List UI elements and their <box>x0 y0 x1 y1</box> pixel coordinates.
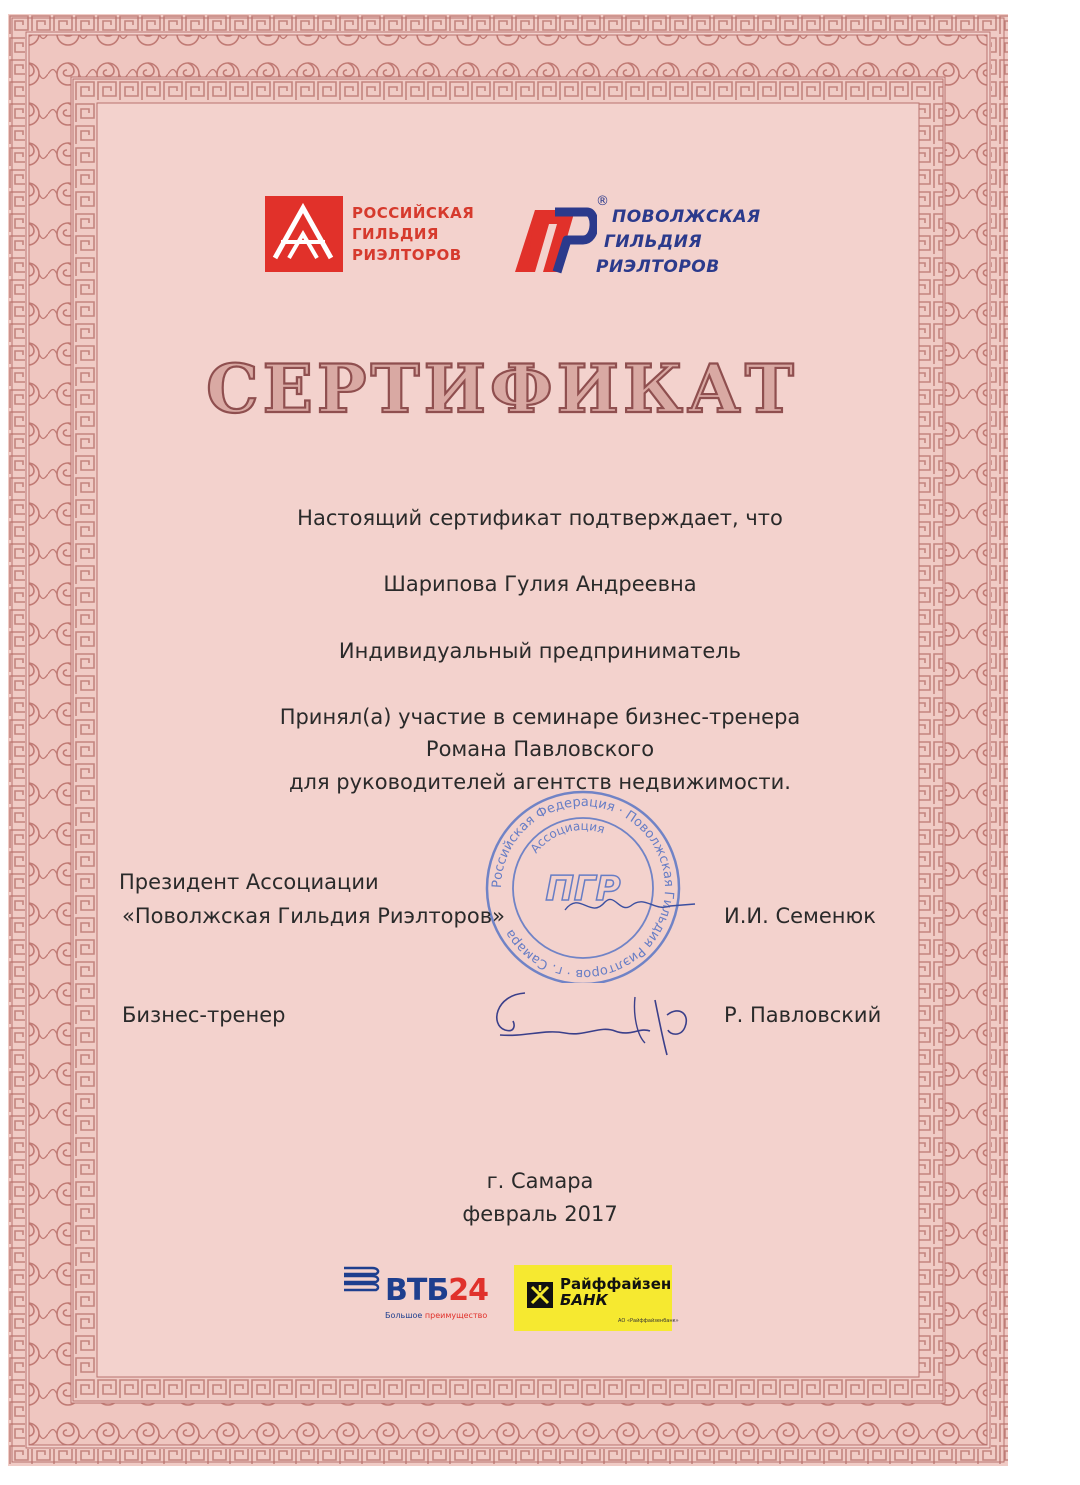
description-line3: для руководителей агентств недвижимости. <box>289 770 791 794</box>
president-name: И.И. Семенюк <box>724 904 876 928</box>
date: февраль 2017 <box>462 1202 618 1226</box>
pgr-line1: ПОВОЛЖСКАЯ <box>612 207 761 227</box>
registered-mark: ® <box>596 194 609 209</box>
vtb24-logo <box>385 1273 488 1308</box>
raif-line1: Райффайзен <box>560 1275 672 1293</box>
rgr-line2: ГИЛЬДИЯ <box>352 225 439 243</box>
trainer-signature <box>485 985 700 1060</box>
svg-text:Ассоциация <box>528 819 607 856</box>
president-title-line2: «Поволжская Гильдия Риэлторов» <box>122 904 505 928</box>
rgr-logo-text <box>352 203 474 266</box>
certificate-title <box>205 350 800 430</box>
rgr-emblem-icon <box>265 196 343 272</box>
stamp-center-text: ПГР <box>545 869 621 909</box>
vtb-tag-a: Большое <box>385 1311 425 1320</box>
raif-line2: БАНК <box>560 1291 608 1309</box>
pgr-line3: РИЭЛТОРОВ <box>596 257 720 277</box>
vtb-swoosh-icon <box>342 1262 382 1292</box>
recipient-name: Шарипова Гулия Андреевна <box>383 572 697 596</box>
description-line1: Принял(а) участие в семинаре бизнес-тренера <box>279 705 801 729</box>
rgr-logo <box>265 196 343 272</box>
president-title-line1: Президент Ассоциации <box>119 870 379 894</box>
pgr-emblem-icon <box>505 204 597 274</box>
vtb-name-a: ВТБ <box>385 1273 449 1308</box>
vtb-tagline <box>385 1311 487 1320</box>
trainer-name: Р. Павловский <box>724 1003 882 1027</box>
rgr-line1: РОССИЙСКАЯ <box>352 204 475 222</box>
raiffeisen-name <box>560 1276 671 1308</box>
vtb-name-b: 24 <box>448 1273 488 1308</box>
pgr-logo-text <box>596 205 761 280</box>
vtb-tag-b: преимущество <box>424 1311 488 1320</box>
stamp-outer-text: Российская Федерация · Поволжская Гильдия Риэлторов · г. Самара <box>489 794 677 982</box>
city: г. Самара <box>486 1169 594 1193</box>
trainer-title: Бизнес-тренер <box>122 1003 286 1027</box>
president-signature <box>560 880 700 930</box>
raiffeisen-emblem-icon <box>526 1281 554 1309</box>
rgr-line3: РИЭЛТОРОВ <box>352 246 462 264</box>
intro-text: Настоящий сертификат подтверждает, что <box>297 506 783 530</box>
description-line2: Романа Павловского <box>425 737 655 761</box>
recipient-status: Индивидуальный предприниматель <box>338 639 742 663</box>
pgr-line2: ГИЛЬДИЯ <box>604 232 703 252</box>
title-text: СЕРТИФИКАТ <box>206 350 798 428</box>
raiffeisen-subtext: АО «Райффайзенбанк» <box>618 1318 679 1324</box>
stamp-inner-text: Ассоциация <box>527 818 607 856</box>
